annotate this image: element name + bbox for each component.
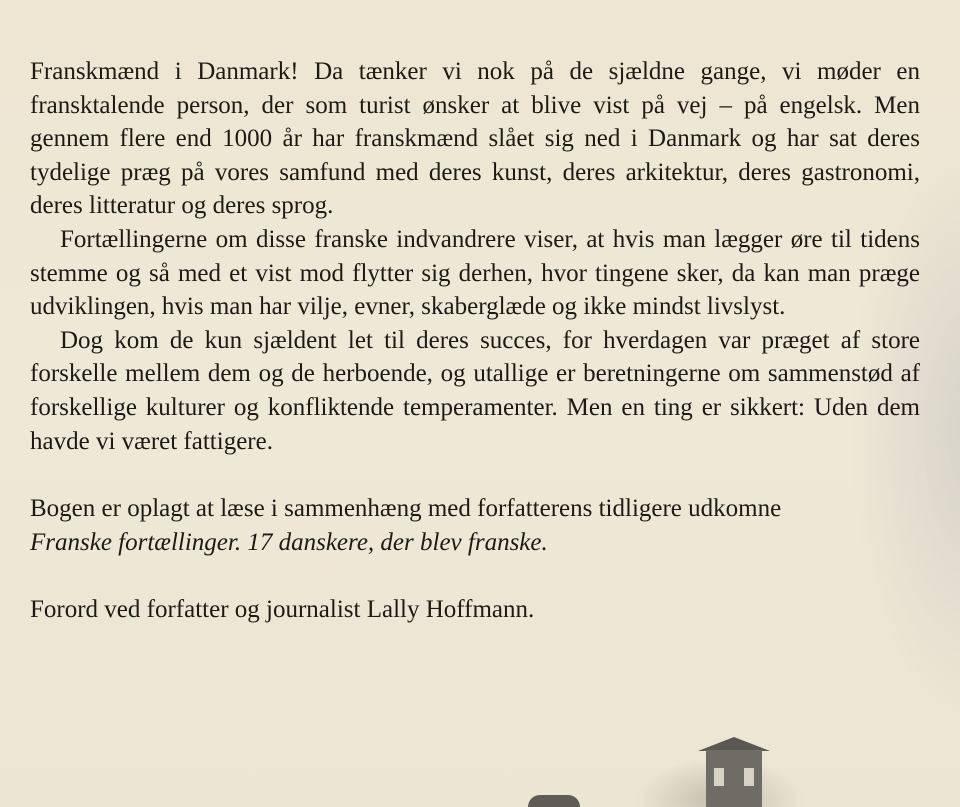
dome-silhouette-image (528, 795, 580, 807)
paragraph-spacer (30, 559, 920, 593)
paragraph-related-book (30, 492, 920, 559)
paragraph-foreword: Forord ved forfatter og journalist Lally Hoffmann. (30, 596, 535, 624)
paragraph-success: Dog kom de kun sjældent let til deres succes, for hverdagen var præget af store forskelle mellem dem og de herboende, og utallige er beretningerne om sammenstød af forskellige kulturer og konfliktende temperamenter. Men en ting er sikkert: Uden dem havde vi været fattigere. (30, 326, 920, 455)
paragraph-spacer (30, 458, 920, 492)
related-book-text: Bogen er oplagt at læse i sammenhæng med forfatterens tidligere udkomne (30, 495, 782, 523)
paragraph-intro: Franskmænd i Danmark! Da tænker vi nok på de sjældne gange, vi møder en fransktalende person, der som turist ønsker at blive vist på vej – på engelsk. Men gennem flere end 1000 år har franskmænd slået sig ned i Danmark og har sat deres tydelige præg på vores samfund med deres kunst, deres arkitektur, deres gastronomi, deres litteratur og deres sprog. (30, 58, 920, 220)
building-silhouette-image (680, 737, 790, 807)
paragraph-stories: Fortællingerne om disse franske indvandrere viser, at hvis man lægger øre til tidens stemme og så med et vist mod flytter sig derhen, hvor tingene sker, da kan man præge udviklingen, hvis man har vilje, evner, skaberglæde og ikke mindst livslyst. (30, 225, 920, 321)
related-book-title: Franske fortællinger. 17 danskere, der blev franske. (30, 528, 548, 556)
blurb-text (30, 55, 920, 627)
